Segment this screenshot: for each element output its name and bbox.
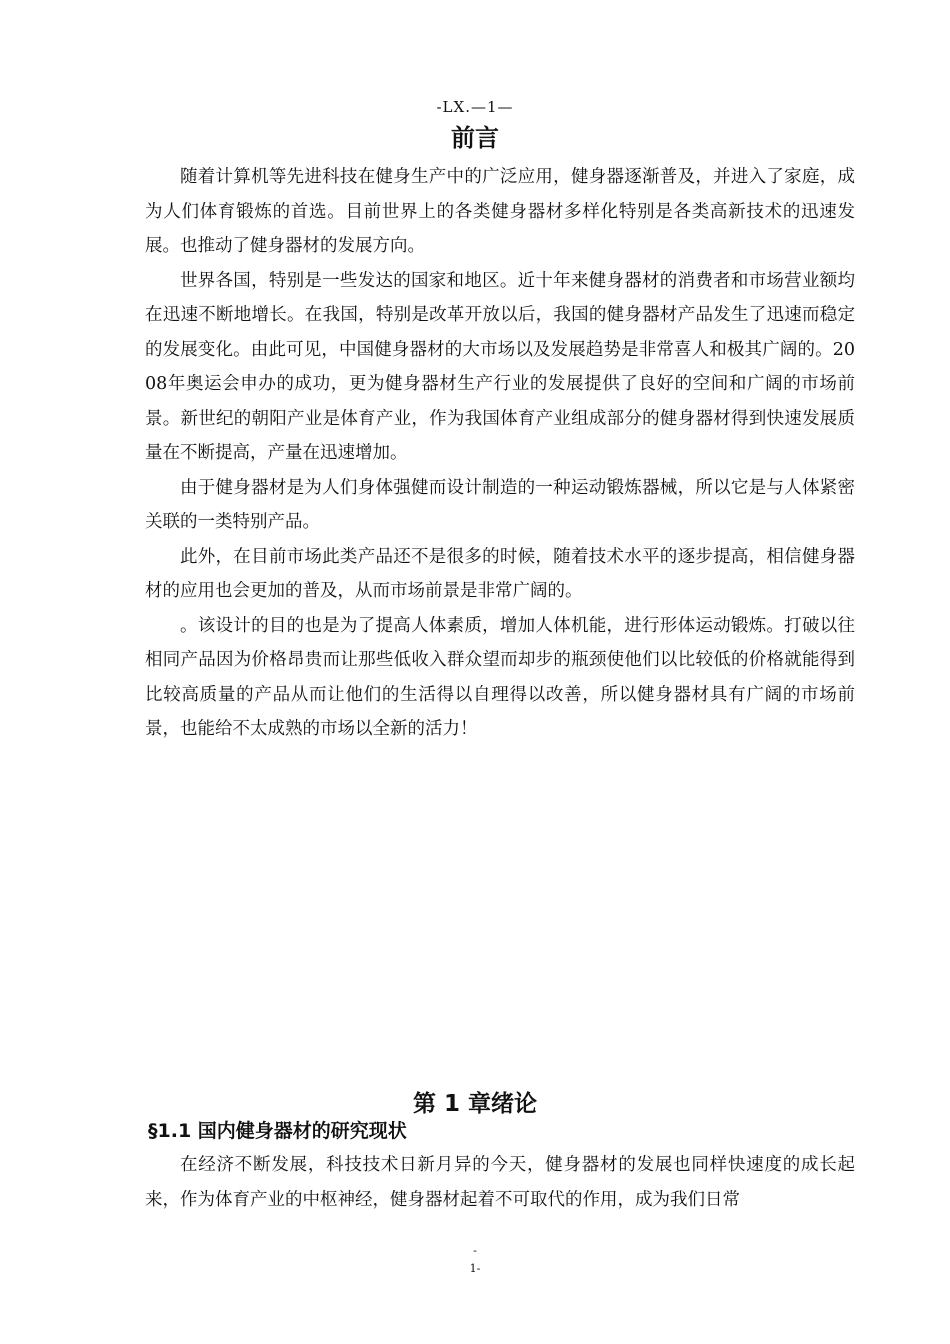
preface-paragraph-2: 世界各国，特别是一些发达的国家和地区。近十年来健身器材的消费者和市场营业额均在迅速不断地增长。在我国，特别是改革开放以后，我国的健身器材产品发生了迅速而稳定的发展变化。由此可见，中国健身器材的大市场以及发展趋势是非常喜人和极其广阔的。2008年奥运会申办的成功，更为健身器材生产行业的发展提供了良好的空间和广阔的市场前景。新世纪的朝阳产业是体育产业，作为我国体育产业组成部分的健身器材得到快速发展质量在不断提高，产量在迅速增加。: [145, 270, 855, 463]
chapter-body: [145, 1148, 855, 1217]
footer-dash: -: [473, 1244, 477, 1257]
preface-body: [145, 160, 855, 747]
preface-paragraph-3: 由于健身器材是为人们身体强健而设计制造的一种运动锻炼器械，所以它是与人体紧密关联的一类特别产品。: [145, 477, 855, 532]
chapter-paragraph-1: 在经济不断发展，科技技术日新月异的今天，健身器材的发展也同样快速度的成长起来，作为体育产业的中枢神经，健身器材起着不可取代的作用，成为我们日常: [145, 1155, 855, 1210]
preface-paragraph-5: 。该设计的目的也是为了提高人体素质，增加人体机能，进行形体运动锻炼。打破以往相同产品因为价格昂贵而让那些低收入群众望而却步的瓶颈使他们以比较低的价格就能得到比较高质量的产品从而让他们的生活得以自理得以改善，所以健身器材具有广阔的市场前景，也能给不太成熟的市场以全新的活力！: [145, 615, 855, 739]
preface-paragraph-1: 随着计算机等先进科技在健身生产中的广泛应用，健身器逐渐普及，并进入了家庭，成为人们体育锻炼的首选。目前世界上的各类健身器材多样化特别是各类高新技术的迅速发展。也推动了健身器材的发展方向。: [145, 167, 855, 256]
page-number: 1-: [469, 1262, 481, 1275]
section-title: §1.1 国内健身器材的研究现状: [148, 1120, 407, 1142]
chapter-title: 第 1 章绪论: [412, 1091, 538, 1117]
preface-title: 前言: [451, 124, 499, 152]
preface-paragraph-4: 此外，在目前市场此类产品还不是很多的时候，随着技术水平的逐步提高，相信健身器材的应用也会更加的普及，从而市场前景是非常广阔的。: [145, 546, 855, 601]
header-mark: -LX.—1—: [436, 98, 514, 116]
